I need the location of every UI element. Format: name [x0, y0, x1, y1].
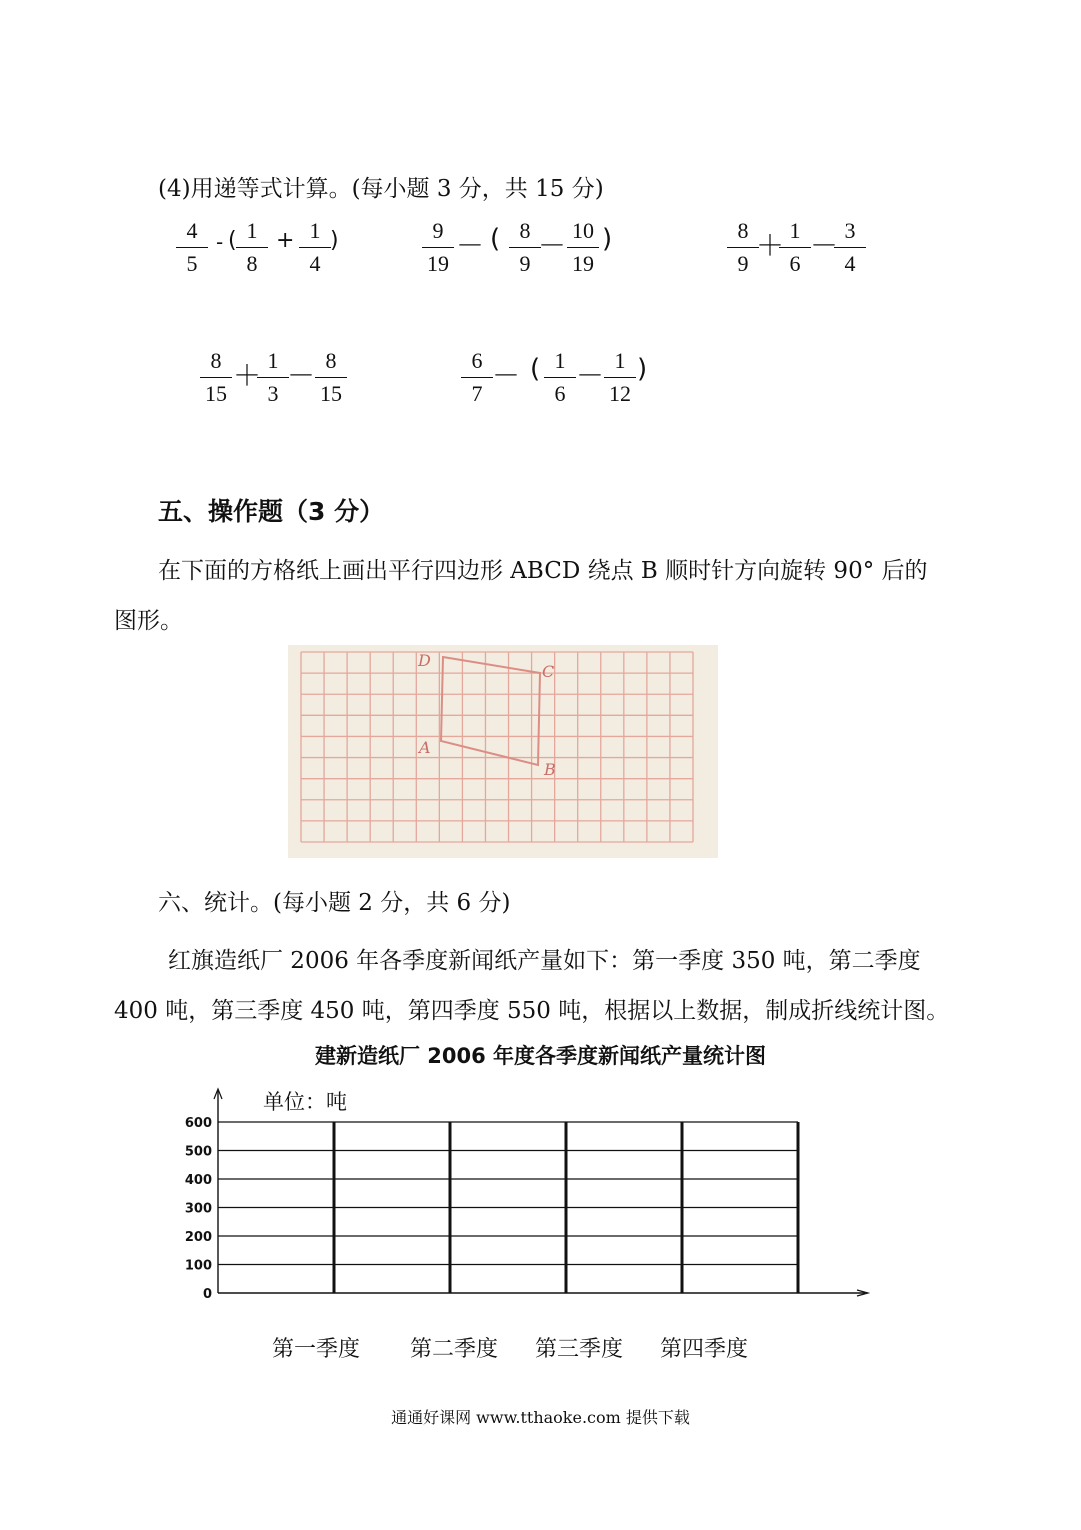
point-label-a: A	[419, 738, 431, 757]
y-tick-label: 300	[184, 1201, 212, 1217]
operator: －	[538, 229, 567, 262]
fraction: 8 9	[723, 218, 763, 277]
fraction: 8 15	[311, 348, 351, 407]
y-tick-label: 500	[184, 1144, 212, 1160]
operator: +	[276, 228, 295, 253]
fraction: 3 4	[830, 218, 870, 277]
operator: －	[810, 229, 839, 262]
section6-text-line1: 红旗造纸厂 2006 年各季度新闻纸产量如下：第一季度 350 吨，第二季度	[168, 948, 921, 974]
point-label-c: C	[542, 662, 555, 681]
operator: ＋	[233, 359, 262, 392]
y-tick-label: 600	[184, 1116, 212, 1131]
fraction: 8 15	[196, 348, 236, 407]
right-paren: )	[602, 224, 613, 254]
operator: -	[216, 230, 224, 254]
section4-title: (4)用递等式计算。(每小题 3 分，共 15 分)	[158, 176, 604, 202]
chart-title: 建新造纸厂 2006 年度各季度新闻纸产量统计图	[314, 1044, 767, 1068]
fraction: 1 12	[600, 348, 640, 407]
fraction: 10 19	[563, 218, 603, 277]
right-paren: )	[330, 228, 339, 253]
fraction: 1 3	[253, 348, 293, 407]
y-tick-label: 200	[184, 1230, 212, 1245]
section6-heading: 六、统计。(每小题 2 分，共 6 分)	[158, 890, 511, 916]
quarter-label-4: 第四季度	[660, 1337, 749, 1362]
section5-heading: 五、操作题（3 分）	[158, 497, 385, 526]
section6-text-line2: 400 吨，第三季度 450 吨，第四季度 550 吨，根据以上数据，制成折线统计图。	[114, 998, 950, 1024]
left-paren: (	[228, 228, 237, 253]
section5-instruction-line1: 在下面的方格纸上画出平行四边形 ABCD 绕点 B 顺时针方向旋转 90° 后的	[158, 558, 928, 584]
fraction: 1 6	[540, 348, 580, 407]
grid-paper	[288, 645, 718, 858]
y-tick-label: 100	[184, 1258, 212, 1274]
operator: －	[576, 359, 605, 392]
fraction: 9 19	[418, 218, 458, 277]
left-paren: (	[490, 224, 501, 254]
operator: ＋	[756, 229, 785, 262]
quarter-label-2: 第二季度	[410, 1337, 499, 1362]
line-chart-grid	[160, 1085, 880, 1315]
fraction: 1 4	[295, 218, 335, 277]
fraction: 1 8	[232, 218, 272, 277]
point-label-d: D	[418, 651, 431, 670]
y-tick-label: 0	[202, 1287, 212, 1302]
left-paren: (	[530, 354, 541, 384]
operator: －	[456, 229, 485, 262]
quarter-label-1: 第一季度	[272, 1337, 361, 1362]
footer-source: 通通好课网 www.tthaoke.com 提供下载	[391, 1408, 690, 1427]
operator: －	[287, 359, 316, 392]
right-paren: )	[637, 354, 648, 384]
quarter-label-3: 第三季度	[535, 1337, 624, 1362]
fraction: 4 5	[172, 218, 212, 277]
fraction: 6 7	[457, 348, 497, 407]
fraction: 1 6	[775, 218, 815, 277]
operator: －	[492, 359, 521, 392]
fraction: 8 9	[505, 218, 545, 277]
section5-instruction-line2: 图形。	[114, 608, 183, 634]
unit-label: 单位：吨	[263, 1090, 347, 1114]
y-tick-label: 400	[184, 1173, 212, 1188]
point-label-b: B	[544, 760, 556, 779]
